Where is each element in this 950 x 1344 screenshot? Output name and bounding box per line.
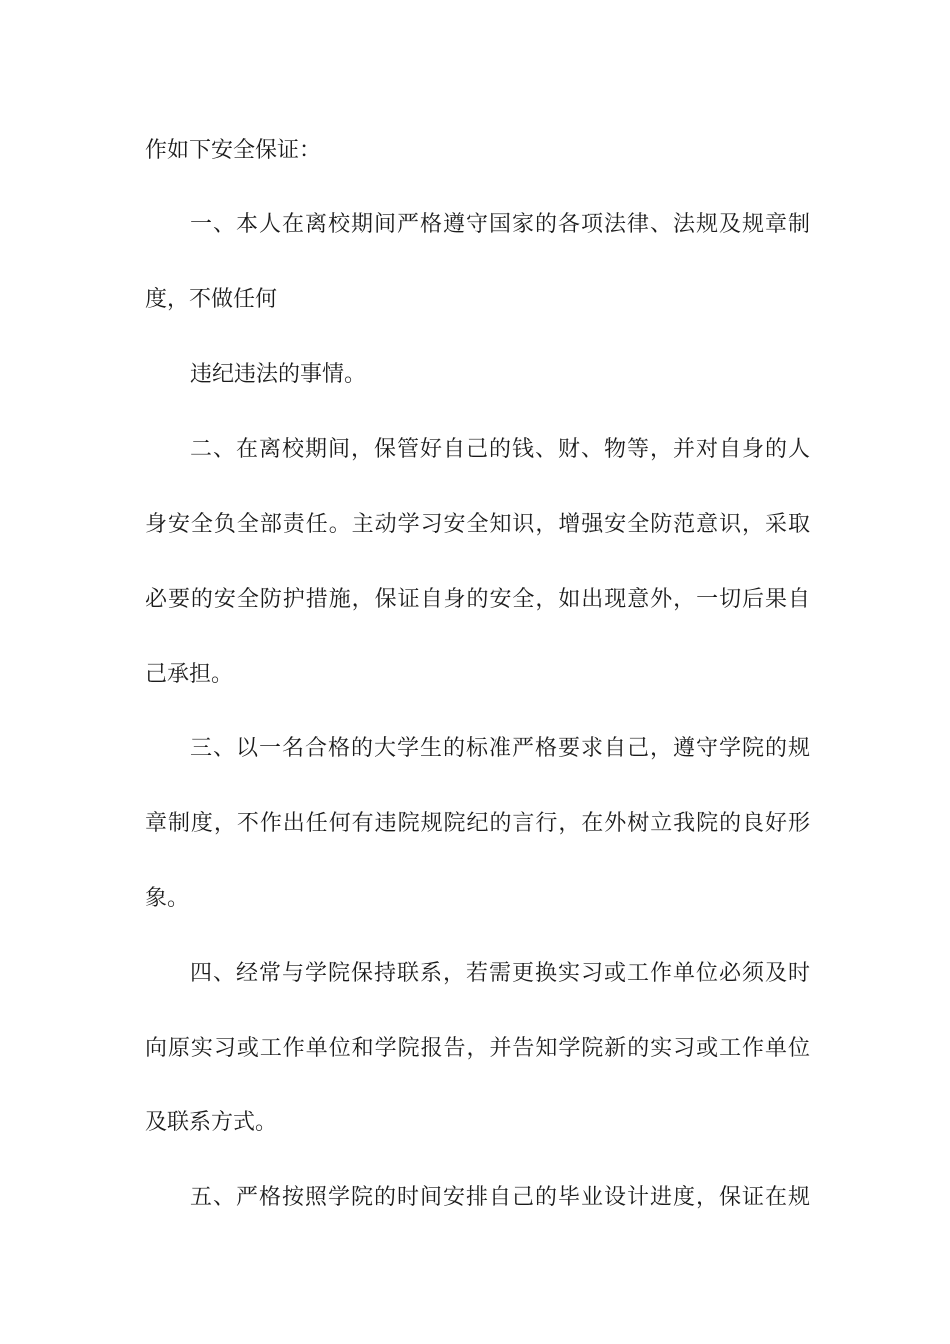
- text-line: 身安全负全部责任。主动学习安全知识，增强安全防范意识，采取: [145, 512, 810, 537]
- text-line: 章制度，不作出任何有违院规院纪的言行，在外树立我院的良好形: [145, 811, 810, 836]
- text-line: 象。: [145, 886, 190, 911]
- text-line: 己承担。: [145, 662, 234, 687]
- text-line: 违纪违法的事情。: [190, 362, 367, 387]
- text-line: 作如下安全保证：: [145, 138, 322, 163]
- text-line: 二、在离校期间，保管好自己的钱、财、物等，并对自身的人: [190, 437, 810, 462]
- text-line: 三、以一名合格的大学生的标准严格要求自己，遵守学院的规: [190, 736, 810, 761]
- text-line: 及联系方式。: [145, 1110, 278, 1135]
- text-line: 必要的安全防护措施，保证自身的安全，如出现意外，一切后果自: [145, 587, 810, 612]
- text-line: 一、本人在离校期间严格遵守国家的各项法律、法规及规章制: [190, 212, 810, 237]
- text-line: 度，不做任何: [145, 287, 278, 312]
- text-line: 向原实习或工作单位和学院报告，并告知学院新的实习或工作单位: [145, 1036, 810, 1061]
- text-line: 四、经常与学院保持联系，若需更换实习或工作单位必须及时: [190, 961, 810, 986]
- text-line: 五、严格按照学院的时间安排自己的毕业设计进度，保证在规: [190, 1185, 810, 1210]
